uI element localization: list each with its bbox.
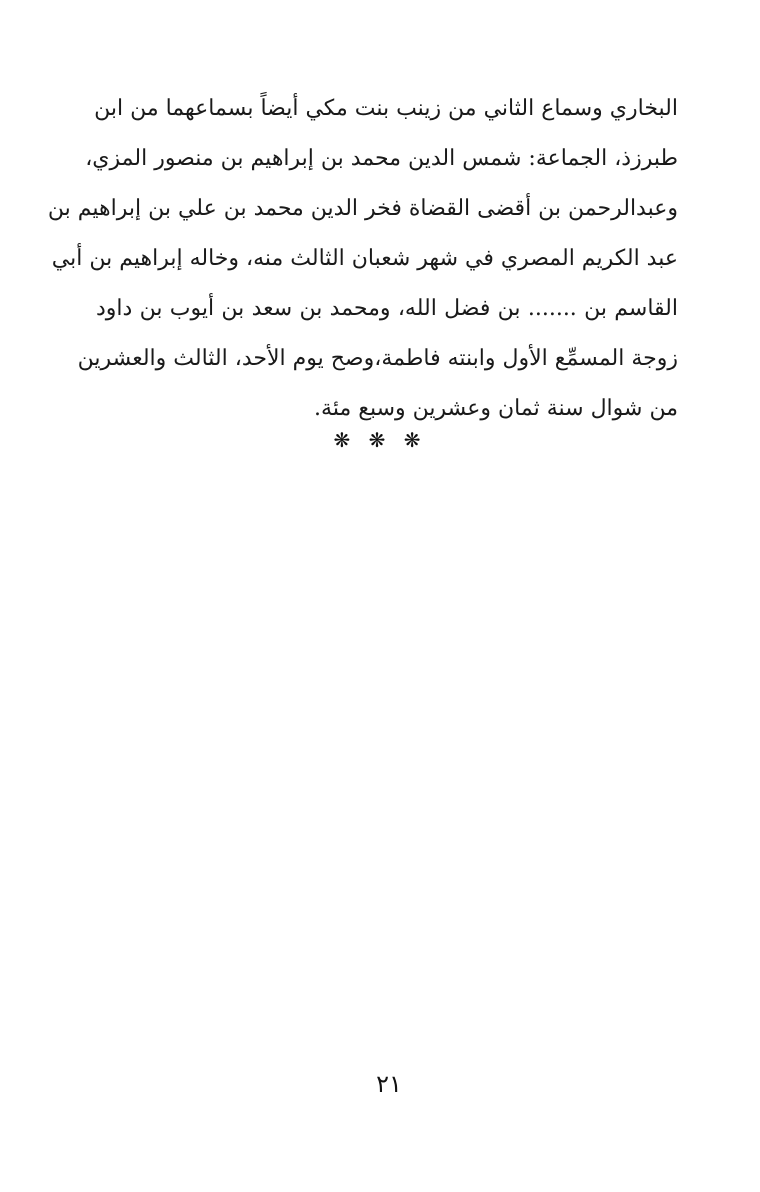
text-line-6: زوجة المسمِّع الأول وابنته فاطمة،وصح يوم الأحد، الثالث والعشرين [77,346,678,371]
section-divider-ornament: ❋ ❋ ❋ [333,428,427,452]
text-line-2: طبرزذ، الجماعة: شمس الدين محمد بن إبراهيم بن منصور المزي، [85,146,678,171]
text-line-4: عبد الكريم المصري في شهر شعبان الثالث منه، وخاله إبراهيم بن أبي [51,246,678,271]
text-line-1: البخاري وسماع الثاني من زينب بنت مكي أيضاً بسماعهما من ابن [94,96,678,121]
text-line-5: القاسم بن ....... بن فضل الله، ومحمد بن سعد بن أيوب بن داود [96,296,678,321]
text-line-7: من شوال سنة ثمان وعشرين وسبع مئة. [314,396,678,421]
page-number: ٢١ [376,1070,402,1098]
paragraph [47,84,678,434]
text-line-3: وعبدالرحمن بن أقضى القضاة فخر الدين محمد بن علي بن إبراهيم بن [47,196,678,221]
